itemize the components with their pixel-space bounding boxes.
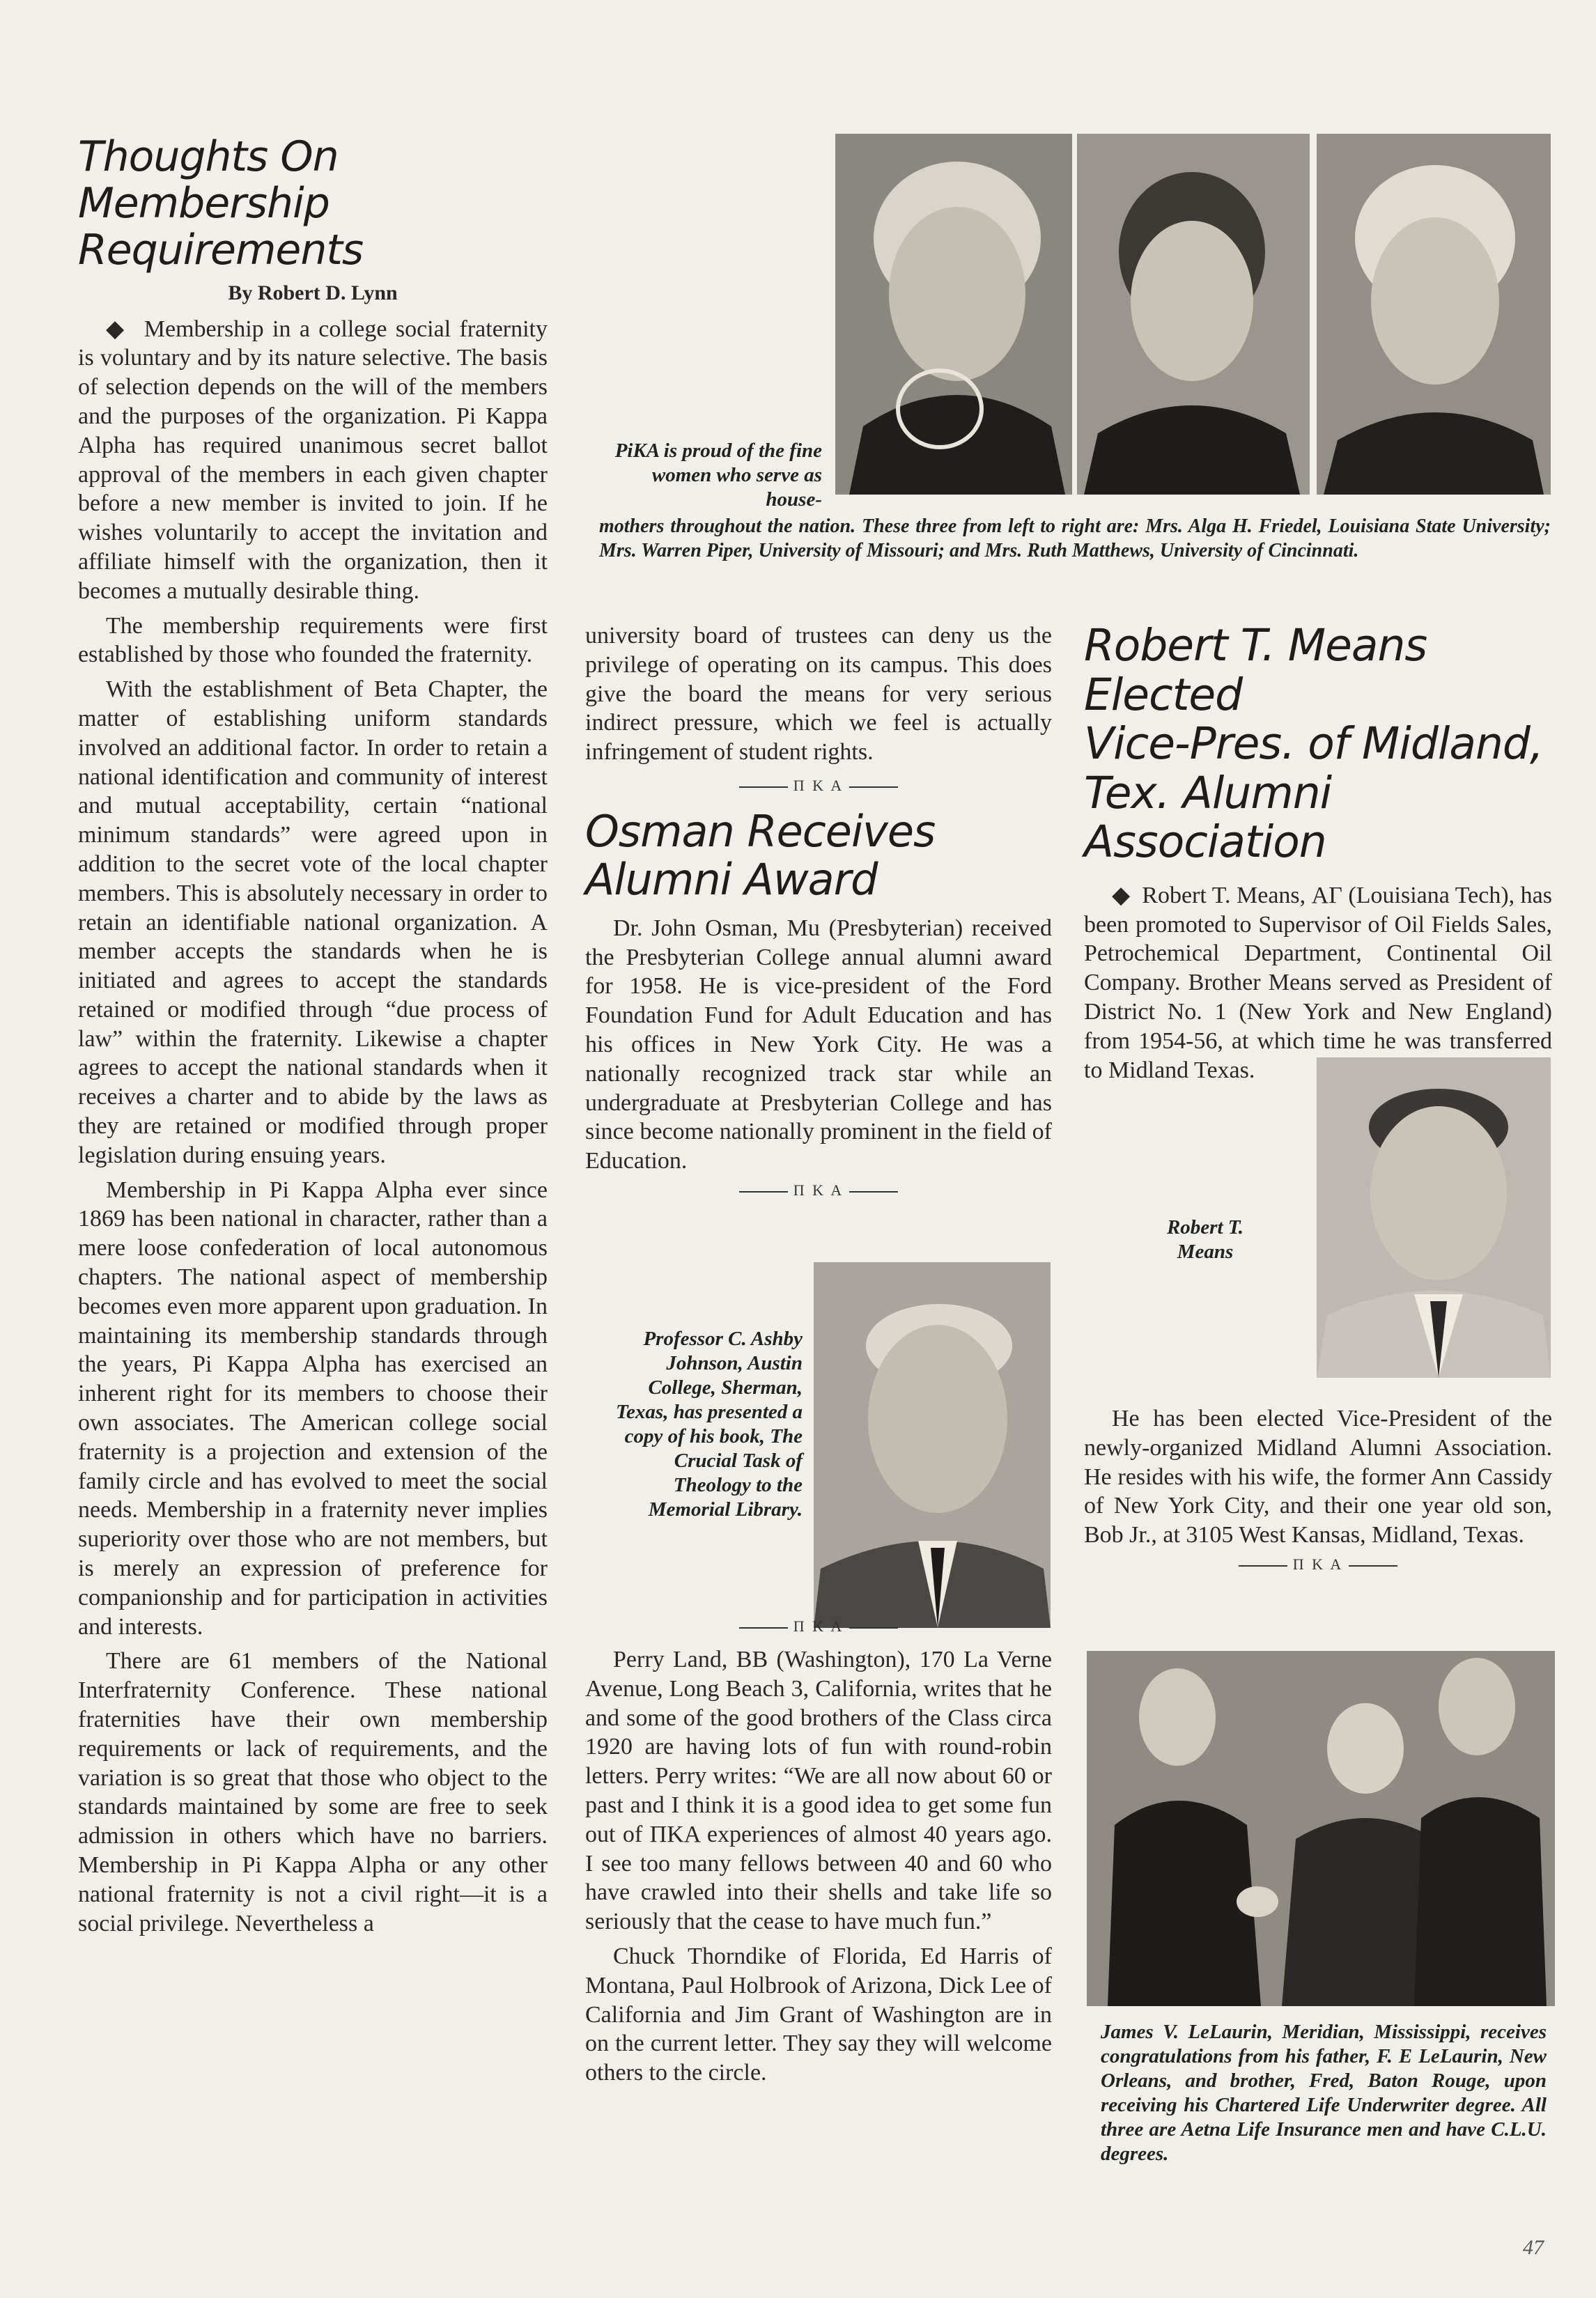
housemothers-caption-lead: PiKA is proud of the fine women who serve as house- — [614, 440, 822, 511]
title-line: Thoughts On — [78, 132, 339, 181]
middle-column — [585, 621, 1052, 1200]
paragraph: Perry Land, BB (Washington), 170 La Verne Avenue, Long Beach 3, California, writes that he and some of the good brothers of the Class circa 1920 are having lots of fun with round-robin letters. Perry writes: “We are all now about 60 or past and I think it is a good idea to get some fun out of ΠΚΑ experiences of almost 40 years ago. I see too many fellows between 40 and 60 who have crawled into their shells and take life so seriously that the cease to have much fun.” — [585, 1647, 1052, 1935]
article-title-membership — [78, 134, 548, 274]
title-line: Membership — [78, 179, 330, 228]
article-membership — [78, 134, 548, 1943]
separator: Π Κ Α — [1084, 1555, 1552, 1574]
article-title-means — [1084, 621, 1552, 867]
lelaurin-photo — [1087, 1651, 1555, 2006]
means-continued — [1084, 1404, 1552, 1574]
paragraph: With the establishment of Beta Chapter, the matter of establishing uniform standards involved an additional factor. In order to retain a national identification and community of interest and mutual acceptability, certain “national minimum standards” were agreed upon in addition to the secret vote of the local chapter members. This is absolutely necessary in order to retain an identifiable national organization. A member accepts the standards when he is initiated and agrees to accept the standards retained or modified through “due process of law” within the fraternity. Likewise a chapter agrees to accept the national standards when it receives a charter and to abide by the laws as they are retained or modified through proper legislation during ensuing years. — [78, 676, 548, 1168]
title-line: Robert T. Means Elected — [1084, 620, 1427, 720]
separator: Π Κ Α — [585, 1617, 1052, 1636]
page-number: 47 — [1523, 2236, 1544, 2259]
title-line: Requirements — [78, 226, 364, 275]
title-line: Osman Receives — [585, 805, 936, 857]
paragraph: There are 61 members of the National Interfraternity Conference. These national fraternities have their own membership requirements or lack of requirements, and the variation is so great that those who object to the standards maintained by some are free to seek admission in others which have no barriers. Membership in Pi Kappa Alpha or any other national fraternity is not a civil right—it is a social privilege. Nevertheless a — [78, 1648, 548, 1936]
byline: By Robert D. Lynn — [228, 281, 398, 304]
separator: Π Κ Α — [585, 1181, 1052, 1200]
paragraph: Chuck Thorndike of Florida, Ed Harris of Montana, Paul Holbrook of Arizona, Dick Lee of California and Jim Grant of Washington are in on the current letter. They say they will welcome others to the circle. — [585, 1943, 1052, 2086]
paragraph: Membership in Pi Kappa Alpha ever since 1869 has been national in character, rather than a mere loose confederation of local autonomous chapters. The national aspect of membership becomes even more apparent upon graduation. In maintaining its membership standards through the years, Pi Kappa Alpha has exercised an inherent right for its members to choose their own associates. The American college social fraternity is a projection and extension of the family circle and has evolved to meet the social needs. Membership in a fraternity never implies superiority over those who are not members, but is merely an expression of preference for companionship and for participation in activities and interests. — [78, 1177, 548, 1640]
title-line: Vice-Pres. of Midland, — [1084, 718, 1543, 770]
paragraph: The membership requirements were first established by those who founded the fraternity. — [78, 612, 548, 668]
article-title-osman — [585, 807, 1052, 904]
article-means — [1084, 621, 1552, 1090]
article-perry-land — [585, 1617, 1052, 2093]
housemother-photo-3 — [1317, 134, 1551, 495]
separator: Π Κ Α — [585, 777, 1052, 795]
johnson-photo — [814, 1262, 1051, 1628]
paragraph: He has been elected Vice-President of the newly-organized Midland Alumni Association. He resides with his wife, the former Ann Cassidy of New York City, and their one year old son, Bob Jr., at 3105 West Kansas, Midland, Texas. — [1084, 1406, 1552, 1548]
paragraph-continuation: university board of trustees can deny us the privilege of operating on its campus. This does give the board the means for very serious indirect pressure, which we feel is actually infringement of student rights. — [585, 623, 1052, 766]
diamond-icon: ◆ — [1112, 882, 1131, 908]
title-line: Tex. Alumni Association — [1084, 767, 1332, 868]
means-caption: Robert T. Means — [1166, 1216, 1244, 1263]
paragraph: ◆ Robert T. Means, ΑΓ (Louisiana Tech), has been promoted to Supervisor of Oil Fields Sales, Petrochemical Department, Continental Oil Company. Brother Means served as President of District No. 1 (New York and New England) from 1954-56, at which time he was transferred to Midland Texas. — [1084, 882, 1552, 1083]
title-line: Alumni Award — [585, 854, 878, 906]
lelaurin-caption: James V. LeLaurin, Meridian, Mississippi, receives congratulations from his father, F. E LeLaurin, New Orleans, and brother, Fred, Baton Rouge, upon receiving his Chartered Life Underwriter degree. All three are Aetna Life Insurance men and have C.L.U. degrees. — [1101, 2021, 1547, 2165]
housemothers-caption-rest: mothers throughout the nation. These three from left to right are: Mrs. Alga H. Friedel, Louisiana State University; Mrs. Warren Piper, University of Missouri; and Mrs. Ruth Matthews, University of Cincinnati. — [599, 515, 1551, 561]
means-photo — [1317, 1057, 1551, 1378]
housemother-photo-1 — [835, 134, 1072, 495]
paragraph: ◆ Membership in a college social fraternity is voluntary and by its nature selective. The basis of selection depends on the will of the members and the purposes of the organization. Pi Kappa Alpha has required unanimous secret ballot approval of the members in each given chapter before a new member is invited to join. If he wishes voluntarily to accept the invitation and affiliate himself with the organization, then it becomes a mutually desirable thing. — [78, 316, 548, 604]
housemother-photo-2 — [1077, 134, 1310, 495]
paragraph: Dr. John Osman, Mu (Presbyterian) received the Presbyterian College annual alumni award for 1958. He is vice-president of the Ford Foundation Fund for Adult Education and has his offices in New York City. He was a nationally recognized track star while an undergraduate at Presbyterian College and has since become nationally prominent in the field of Education. — [585, 915, 1052, 1174]
diamond-icon: ◆ — [106, 316, 127, 342]
johnson-caption: Professor C. Ashby Johnson, Austin College, Sherman, Texas, has presented a copy of his book, The Crucial Task of Theology to the Memorial Library. — [616, 1328, 803, 1521]
